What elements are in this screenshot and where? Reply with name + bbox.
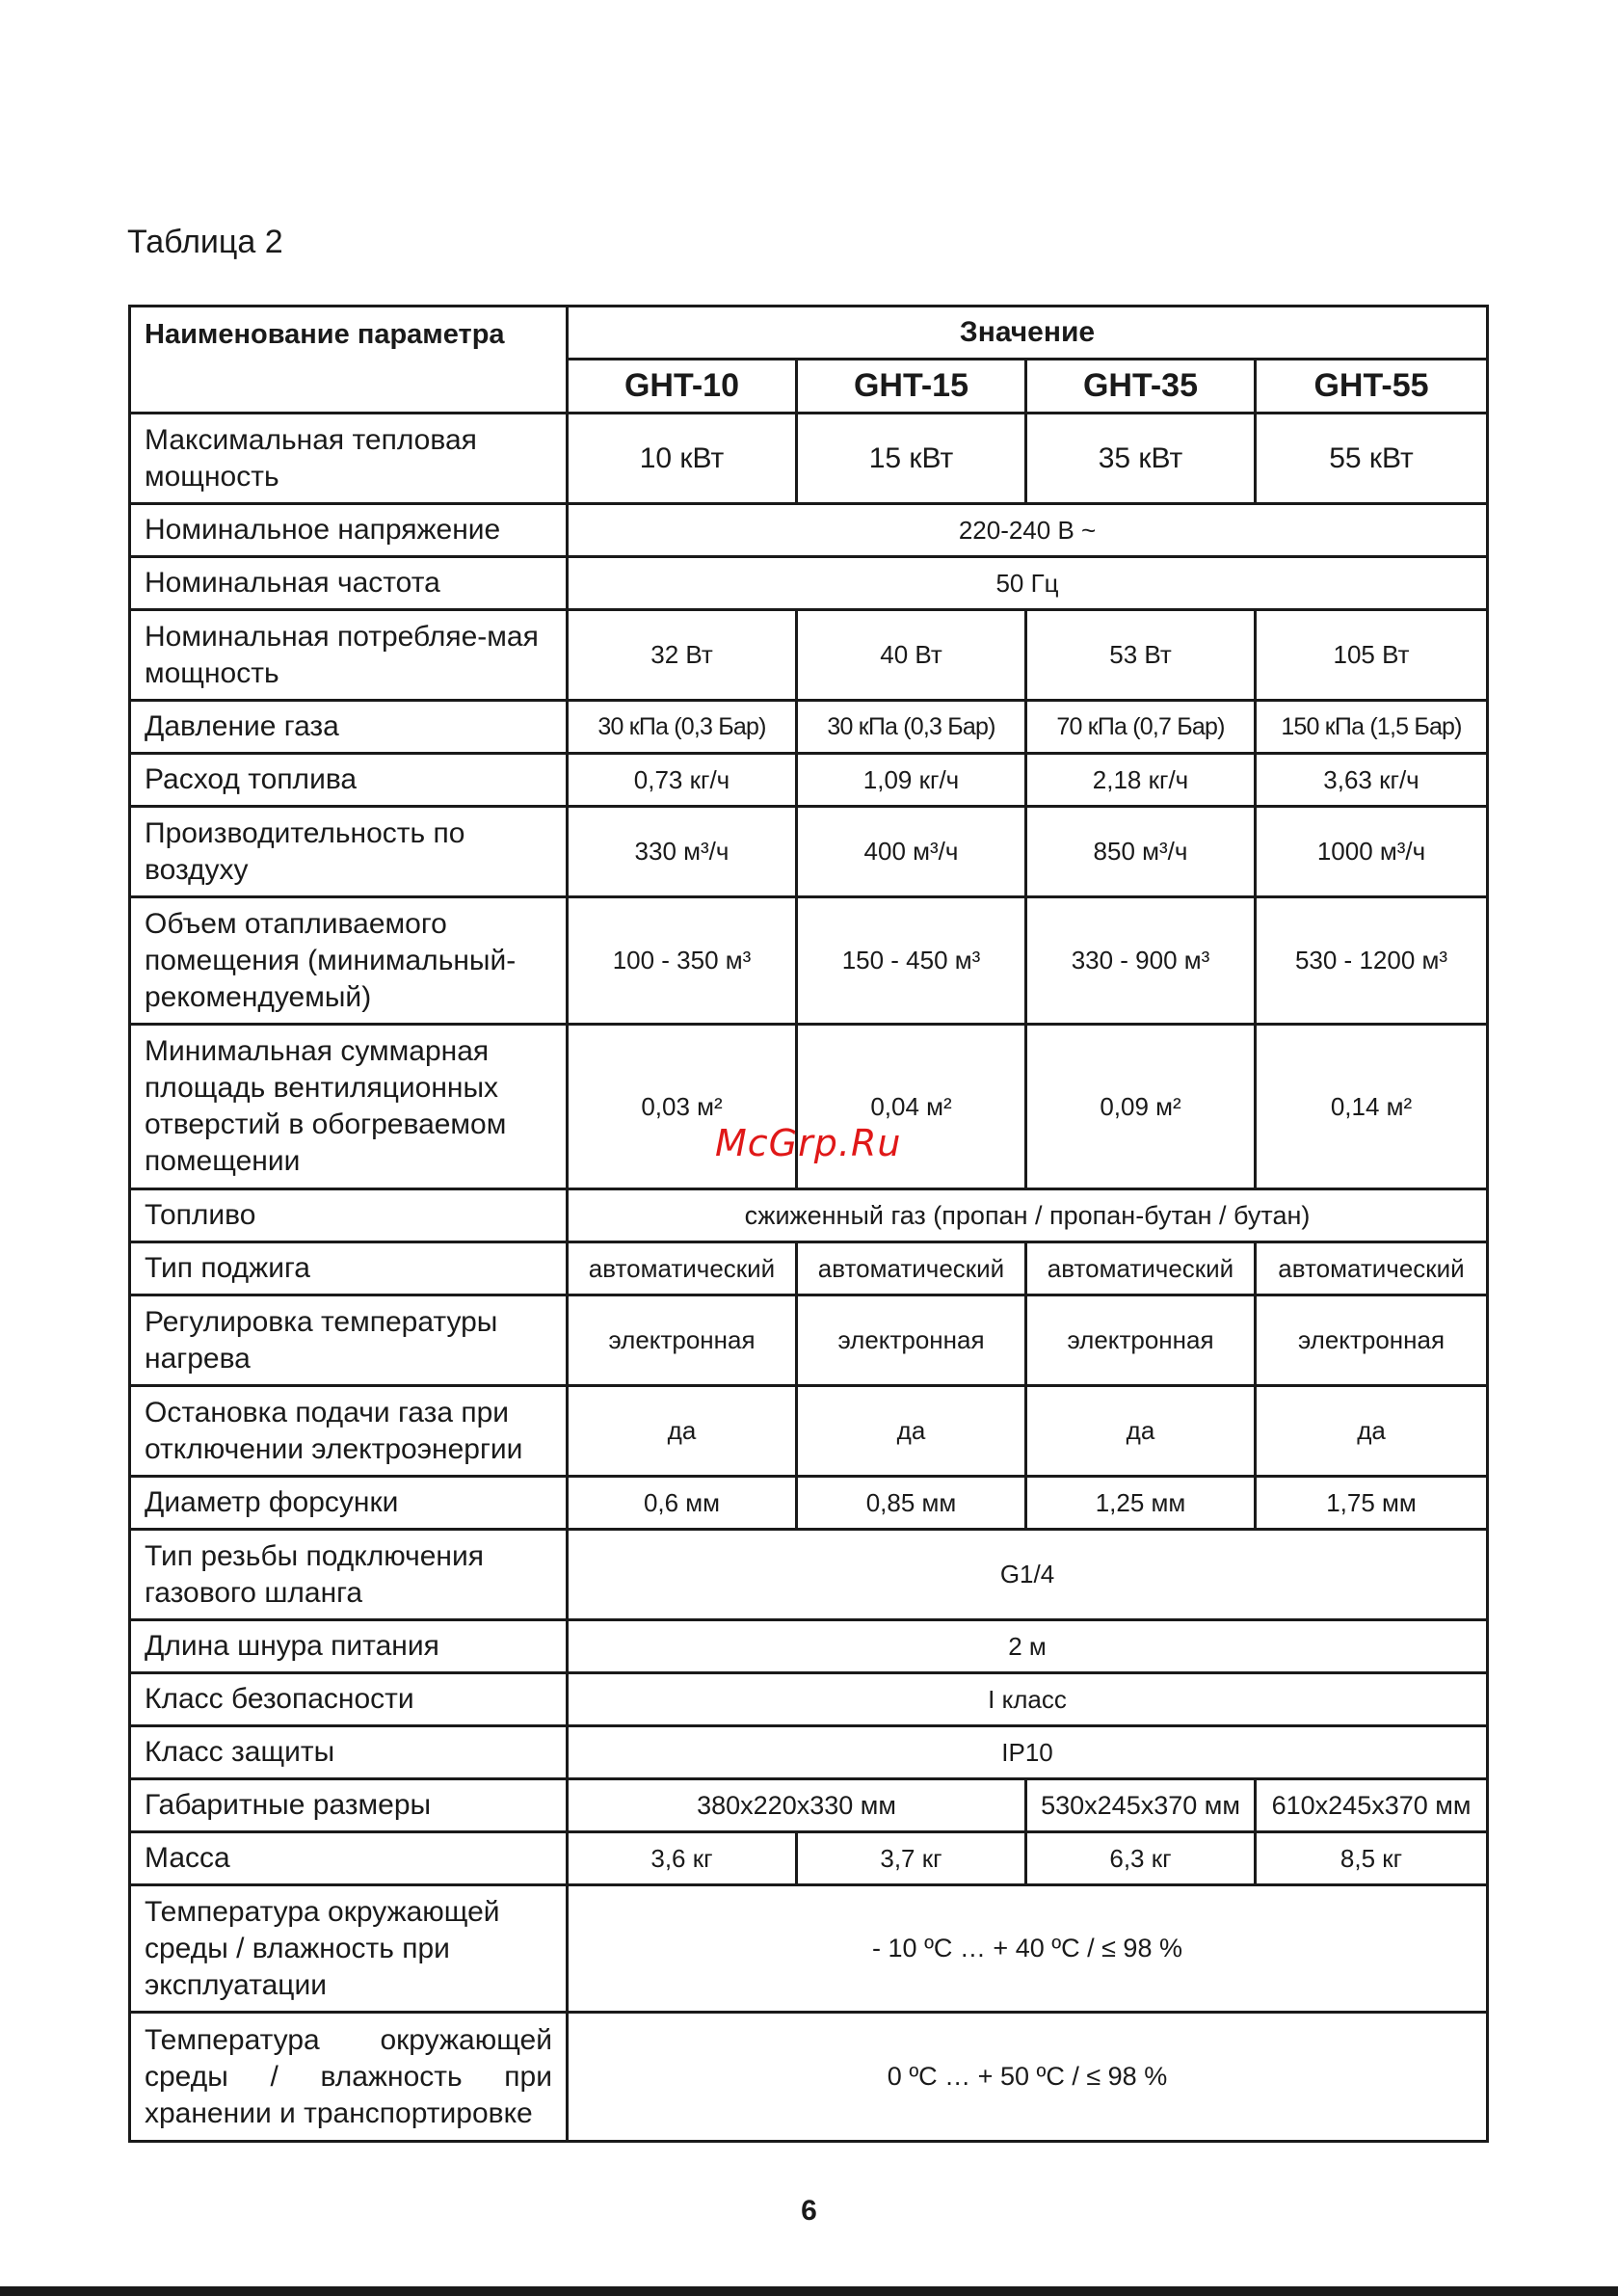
param-air-capacity: Производительность по воздуху [130,807,568,897]
value-cell: автоматический [797,1242,1026,1295]
param-weight: Масса [130,1832,568,1885]
header-row [130,307,1488,360]
value-cell: 0,09 м² [1026,1025,1256,1189]
value-cell: 0,03 м² [568,1025,797,1189]
table-row [130,807,1488,897]
value-cell: 850 м³/ч [1026,807,1256,897]
header-parameter-name: Наименование параметра [130,307,568,414]
value-cell: 32 Вт [568,610,797,701]
value-cell: электронная [1256,1295,1488,1386]
value-cell: 530 - 1200 м³ [1256,897,1488,1025]
value-cell: 0,6 мм [568,1477,797,1530]
param-protection-class: Класс защиты [130,1726,568,1779]
value-cell: 1,75 мм [1256,1477,1488,1530]
watermark-text: McGrp.Ru [715,1122,902,1164]
value-cell: 40 Вт [797,610,1026,701]
table-row [130,1530,1488,1620]
table-row [130,1242,1488,1295]
value-cell: 0,04 м² [797,1025,1026,1189]
value-cell: 400 м³/ч [797,807,1026,897]
value-cell: 330 - 900 м³ [1026,897,1256,1025]
value-cell: сжиженный газ (пропан / пропан-бутан / бутан) [568,1189,1488,1242]
param-fuel: Топливо [130,1189,568,1242]
table-row [130,1295,1488,1386]
param-ventilation-area: Минимальная суммарная площадь вентиляционных отверстий в обогреваемом помещении [130,1025,568,1189]
value-cell: 35 кВт [1026,414,1256,504]
param-thread-type: Тип резьбы подключения газового шланга [130,1530,568,1620]
value-cell: да [797,1386,1026,1477]
value-cell: автоматический [568,1242,797,1295]
value-cell: 53 Вт [1026,610,1256,701]
page-number: 6 [801,2195,817,2227]
param-cord-length: Длина шнура питания [130,1620,568,1673]
value-cell: 610x245x370 мм [1256,1779,1488,1832]
param-operating-conditions: Температура окружающей среды / влажность при эксплуатации [130,1885,568,2013]
value-cell: 105 Вт [1256,610,1488,701]
value-cell: 0,73 кг/ч [568,754,797,807]
value-cell: автоматический [1026,1242,1256,1295]
value-cell: 330 м³/ч [568,807,797,897]
value-cell: 380x220x330 мм [568,1779,1026,1832]
value-cell: 30 кПа (0,3 Бар) [797,701,1026,754]
param-dimensions: Габаритные размеры [130,1779,568,1832]
param-fuel-consumption: Расход топлива [130,754,568,807]
value-cell: электронная [568,1295,797,1386]
param-power-consumption: Номинальная потребляе-мая мощность [130,610,568,701]
param-nominal-frequency: Номинальная частота [130,557,568,610]
value-cell: электронная [797,1295,1026,1386]
param-nozzle-diameter: Диаметр форсунки [130,1477,568,1530]
table-row [130,414,1488,504]
value-cell: 30 кПа (0,3 Бар) [568,701,797,754]
table-row [130,1726,1488,1779]
table-row [130,557,1488,610]
model-ght-55: GHT-55 [1256,360,1488,414]
value-cell: электронная [1026,1295,1256,1386]
table-row [130,754,1488,807]
value-cell: 2,18 кг/ч [1026,754,1256,807]
table-row [130,2013,1488,2142]
value-cell: I класс [568,1673,1488,1726]
specifications-table [128,305,1489,2143]
value-cell: 3,6 кг [568,1832,797,1885]
param-gas-cutoff: Остановка подачи газа при отключении электроэнергии [130,1386,568,1477]
value-cell: 1,09 кг/ч [797,754,1026,807]
value-cell: 15 кВт [797,414,1026,504]
model-ght-15: GHT-15 [797,360,1026,414]
param-gas-pressure: Давление газа [130,701,568,754]
param-storage-conditions: Температура окружающей среды / влажность при хранении и транспортировке [130,2013,568,2142]
table-row [130,610,1488,701]
value-cell: да [1256,1386,1488,1477]
value-cell: 1,25 мм [1026,1477,1256,1530]
table-row [130,701,1488,754]
table-row [130,1832,1488,1885]
value-cell: 3,7 кг [797,1832,1026,1885]
value-cell: 220-240 В ~ [568,504,1488,557]
value-cell: да [1026,1386,1256,1477]
value-cell: автоматический [1256,1242,1488,1295]
value-cell: IP10 [568,1726,1488,1779]
model-ght-35: GHT-35 [1026,360,1256,414]
param-ignition-type: Тип поджига [130,1242,568,1295]
value-cell: 0,14 м² [1256,1025,1488,1189]
value-cell: G1/4 [568,1530,1488,1620]
value-cell: 0 ºС … + 50 ºС / ≤ 98 % [568,2013,1488,2142]
model-ght-10: GHT-10 [568,360,797,414]
value-cell: 1000 м³/ч [1256,807,1488,897]
table-caption: Таблица 2 [127,224,283,260]
value-cell: 6,3 кг [1026,1832,1256,1885]
value-cell: 70 кПа (0,7 Бар) [1026,701,1256,754]
header-value: Значение [568,307,1488,360]
param-safety-class: Класс безопасности [130,1673,568,1726]
bottom-border-bar [0,2286,1618,2296]
value-cell: 0,85 мм [797,1477,1026,1530]
table-row [130,897,1488,1025]
value-cell: 2 м [568,1620,1488,1673]
value-cell: 150 кПа (1,5 Бар) [1256,701,1488,754]
table-row [130,1885,1488,2013]
table-row [130,1620,1488,1673]
table-row [130,504,1488,557]
value-cell: 8,5 кг [1256,1832,1488,1885]
value-cell: 50 Гц [568,557,1488,610]
param-nominal-voltage: Номинальное напряжение [130,504,568,557]
table-row [130,1189,1488,1242]
value-cell: 3,63 кг/ч [1256,754,1488,807]
param-temperature-control: Регулировка температуры нагрева [130,1295,568,1386]
table-row [130,1386,1488,1477]
value-cell: - 10 ºС … + 40 ºС / ≤ 98 % [568,1885,1488,2013]
value-cell: 55 кВт [1256,414,1488,504]
param-max-heat-power: Максимальная тепловая мощность [130,414,568,504]
param-heated-volume: Объем отапливаемого помещения (минимальный-рекомендуемый) [130,897,568,1025]
value-cell: 150 - 450 м³ [797,897,1026,1025]
table-row [130,1779,1488,1832]
value-cell: 10 кВт [568,414,797,504]
value-cell: да [568,1386,797,1477]
value-cell: 530x245x370 мм [1026,1779,1256,1832]
table-row [130,1477,1488,1530]
value-cell: 100 - 350 м³ [568,897,797,1025]
table-row [130,1673,1488,1726]
